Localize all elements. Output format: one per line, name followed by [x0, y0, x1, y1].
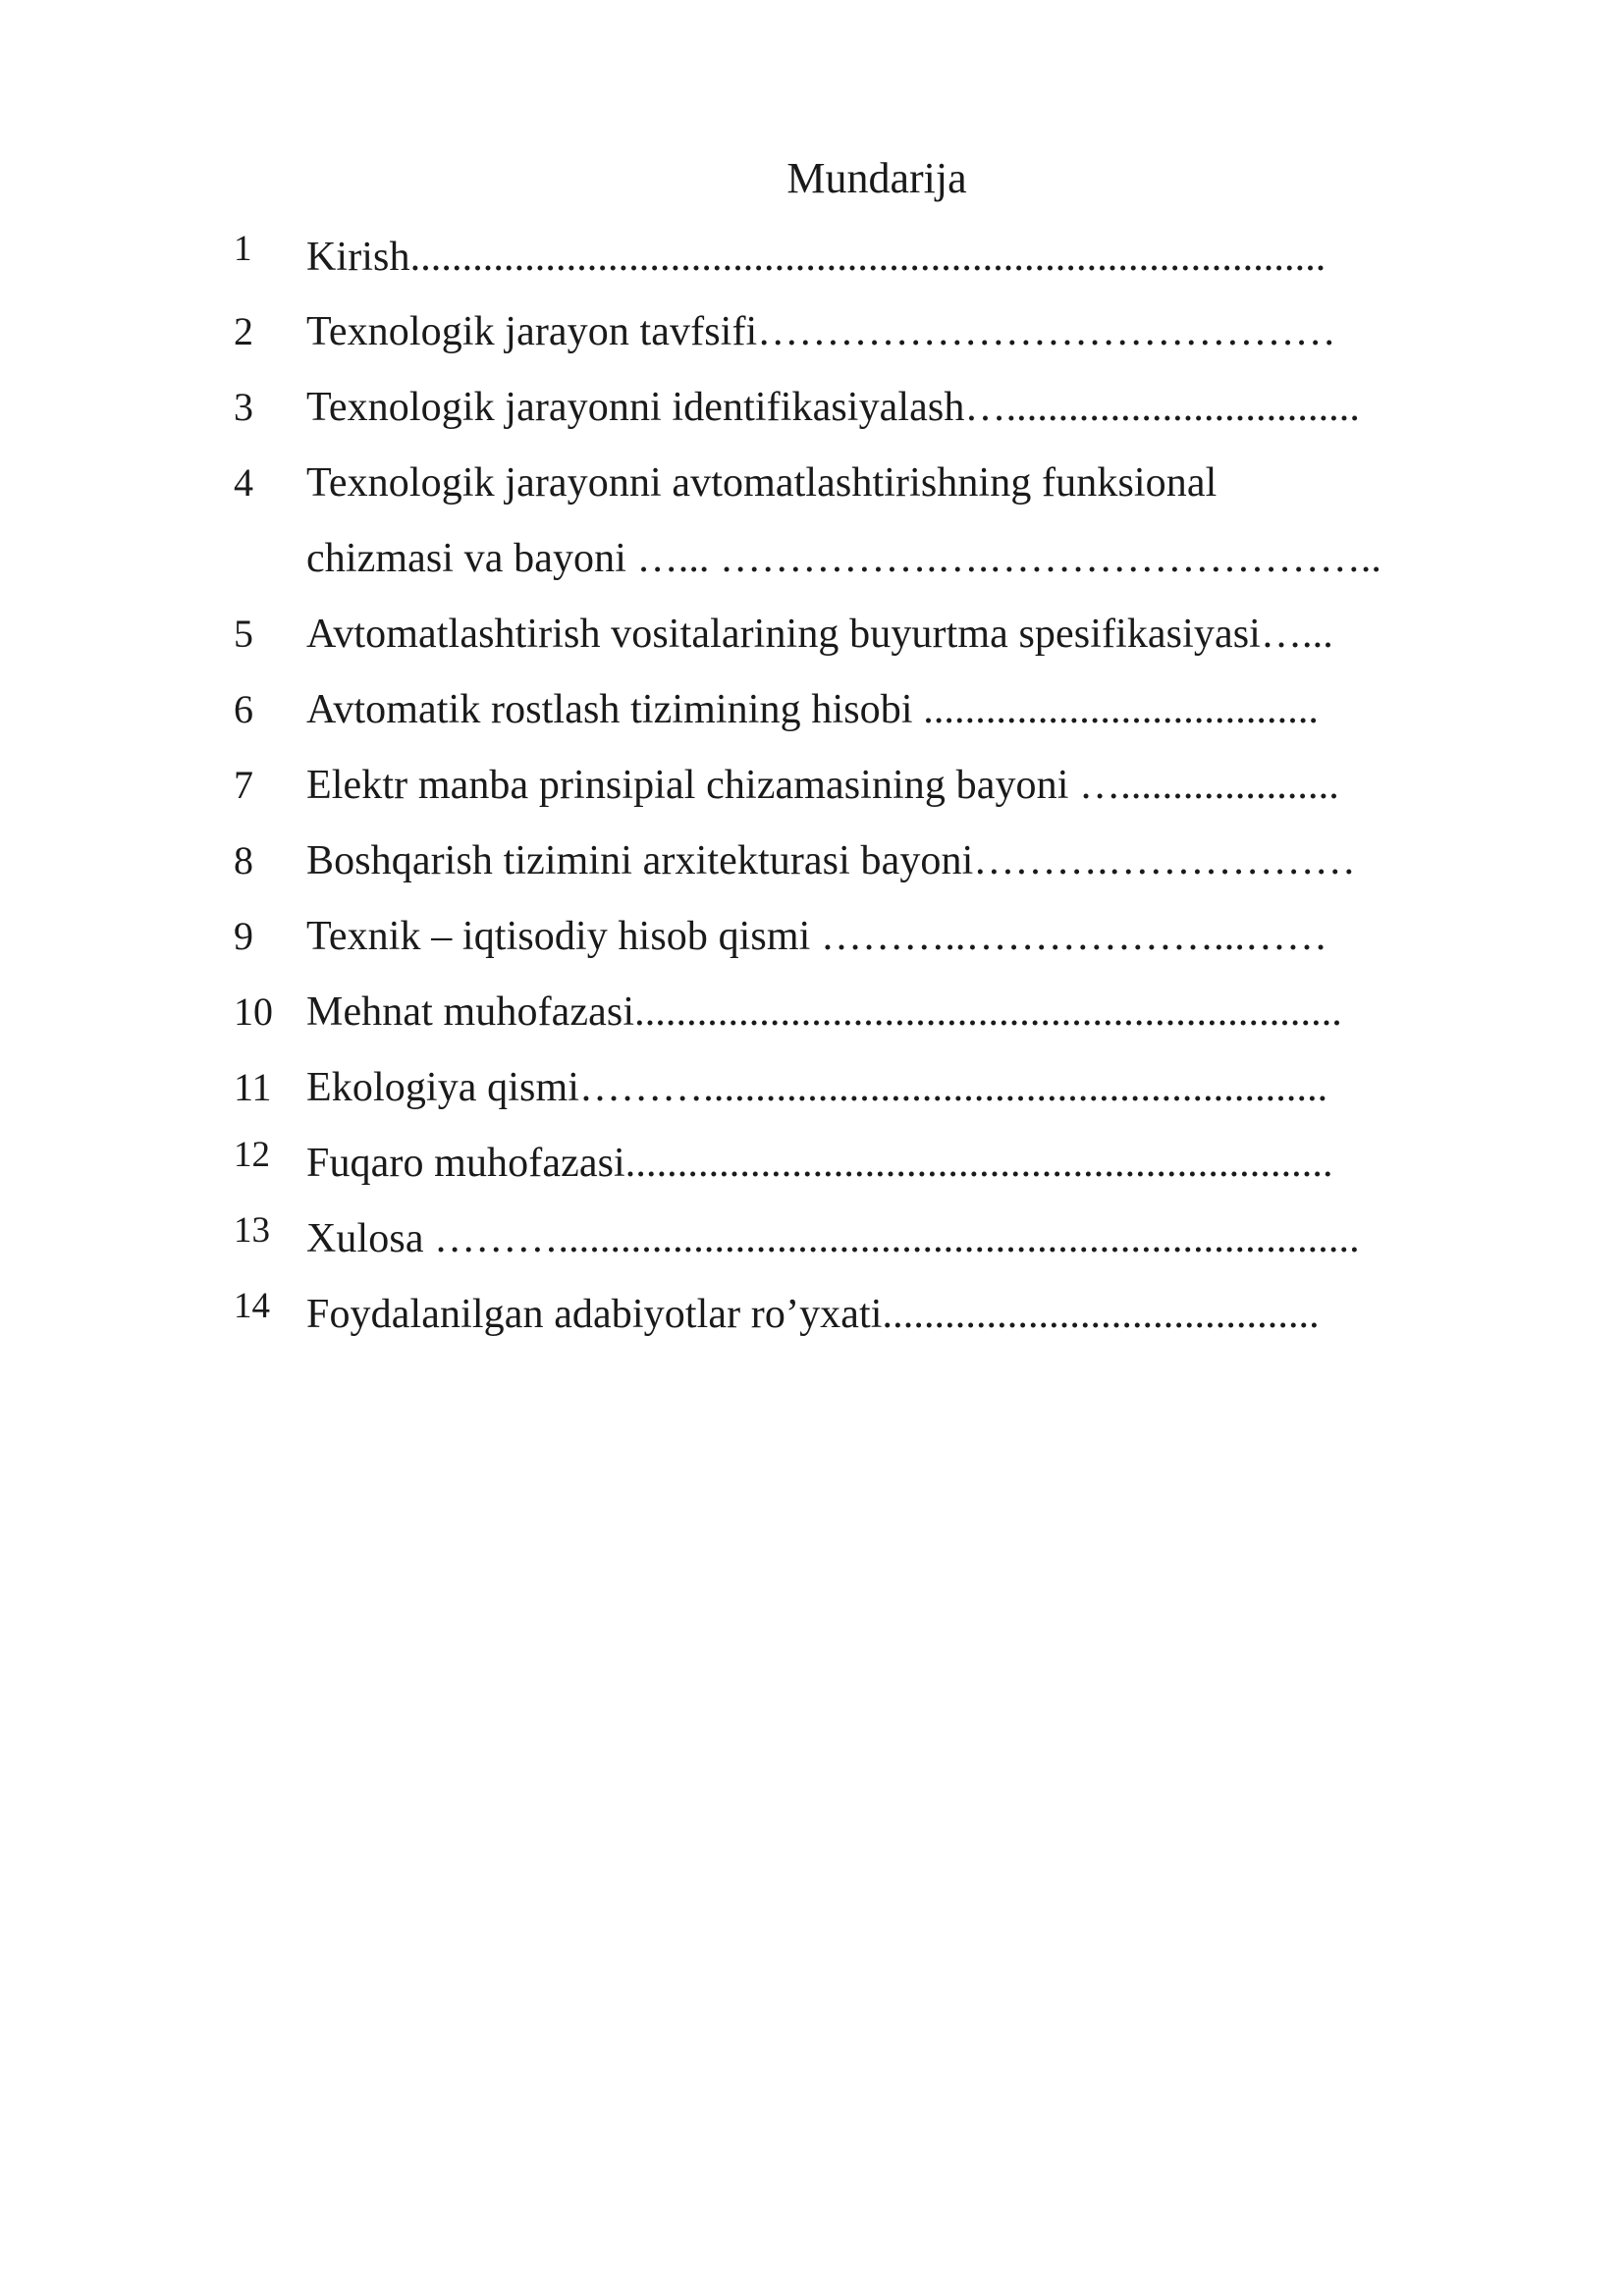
toc-entry	[0, 378, 1624, 437]
toc-entry-number: 7	[234, 763, 253, 807]
toc-entry-number: 12	[234, 1135, 270, 1175]
toc-entry-text: chizmasi va bayoni …... …………….….………………………..	[306, 536, 1382, 581]
toc-entry-text: Foydalanilgan adabiyotlar ro’yxati..........................................	[306, 1292, 1320, 1337]
toc-entry	[0, 831, 1624, 890]
toc-entry-text: Fuqaro muhofazasi....................................................................	[306, 1141, 1333, 1186]
toc-title-text: Mundarija	[786, 154, 967, 202]
toc-entry-number: 14	[234, 1286, 270, 1326]
toc-entry	[0, 454, 1624, 512]
toc-entry-number: 3	[234, 385, 253, 429]
toc-entry	[0, 1058, 1624, 1117]
toc-entry-number: 13	[234, 1210, 270, 1251]
toc-entry	[0, 1134, 1624, 1193]
toc-entry-number: 9	[234, 914, 253, 958]
toc-entry	[0, 983, 1624, 1041]
toc-entry-number: 2	[234, 309, 253, 353]
toc-entry-text: Mehnat muhofazasi....................................................................	[306, 989, 1342, 1035]
toc-entry	[0, 756, 1624, 815]
toc-entry-text: Texnologik jarayonni avtomatlashtirishning funksional	[306, 460, 1218, 506]
toc-entry	[0, 228, 1624, 287]
toc-entry	[0, 1209, 1624, 1268]
toc-entry	[0, 302, 1624, 361]
toc-entry-number: 8	[234, 838, 253, 882]
toc-entry-number: 11	[234, 1065, 272, 1109]
toc-entry-text: Avtomatik rostlash tizimining hisobi ......................................	[306, 687, 1320, 732]
toc-entry-number: 5	[234, 612, 253, 656]
toc-entry	[0, 907, 1624, 966]
toc-entry-text: Kirish........................................................................................	[306, 235, 1326, 280]
toc-entry	[0, 1285, 1624, 1344]
toc-entry-text: Ekologiya qismi………............................................................	[306, 1065, 1328, 1110]
toc-entry-text: Elektr manba prinsipial chizamasining bayoni ….....................	[306, 763, 1339, 808]
toc-entry-number: 1	[234, 229, 252, 269]
toc-entry-number: 4	[234, 460, 253, 505]
toc-entry-text: Xulosa ……….............................................................................	[306, 1216, 1360, 1261]
toc-entry-text: Avtomatlashtirish vositalarining buyurtma spesifikasiyasi…...	[306, 612, 1333, 657]
toc-entry-number: 10	[234, 989, 273, 1034]
toc-entry-number: 6	[234, 687, 253, 731]
toc-entry-text: Texnik – iqtisodiy hisob qismi ………..………………...……	[306, 914, 1328, 959]
toc-entry	[0, 680, 1624, 739]
toc-entry-continuation	[0, 529, 1624, 588]
toc-entry	[0, 605, 1624, 664]
toc-entry-text: Texnologik jarayonni identifikasiyalash…..................................	[306, 385, 1360, 430]
toc-entry-text: Boshqarish tizimini arxitekturasi bayoni……….………………	[306, 838, 1356, 883]
toc-entry-text: Texnologik jarayon tavfsifi……………………………………	[306, 309, 1336, 354]
